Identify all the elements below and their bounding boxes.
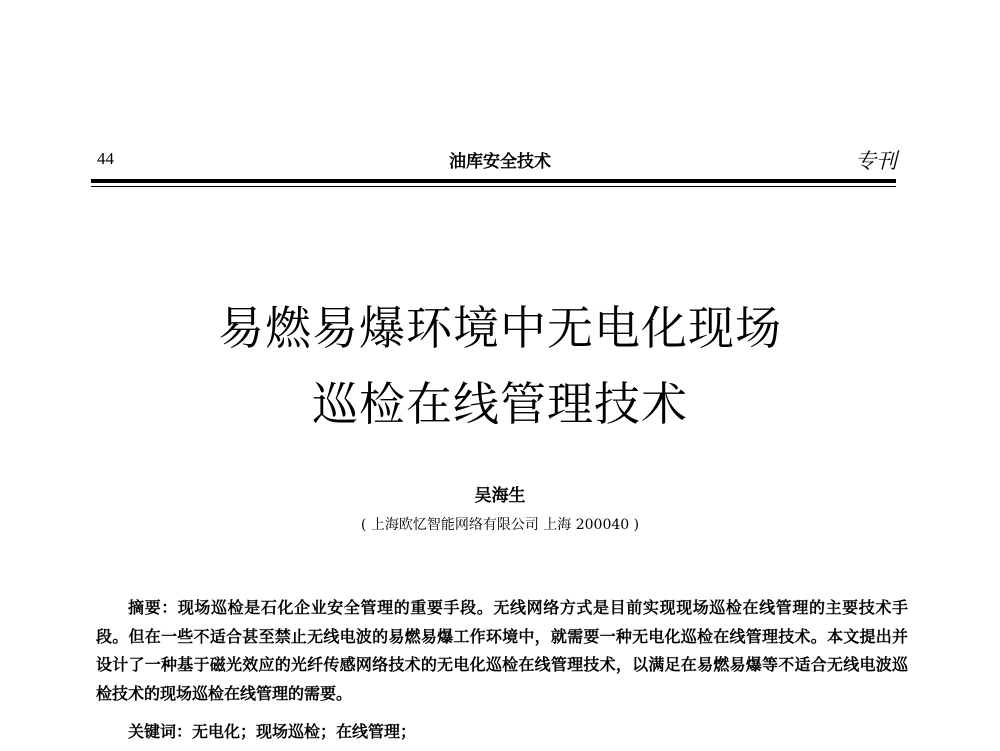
header-rule-thin (91, 186, 896, 187)
header-rule-thick (91, 179, 896, 183)
author-name: 吴海生 (474, 486, 526, 506)
journal-title: 油库安全技术 (449, 152, 551, 172)
paper-title-line-2: 巡检在线管理技术 (312, 377, 688, 431)
keywords (128, 719, 416, 742)
issue-tag: 专刊 (855, 149, 897, 173)
paper-title-line-1: 易燃易爆环境中无电化现场 (218, 301, 782, 355)
keywords-list: 无电化；现场巡检；在线管理； (192, 722, 417, 741)
abstract-text: 摘要：现场巡检是石化企业安全管理的重要手段。无线网络方式是目前实现现场巡检在线管理的主要技术手段。但在一些不适合甚至禁止无线电波的易燃易爆工作环境中，就需要一种无电化巡检在线管理技术。本文提出并设计了一种基于磁光效应的光纤传感网络技术的无电化巡检在线管理技术，以满足在易燃易爆等不适合无线电波巡检技术的现场巡检在线管理的需要。 (96, 598, 908, 703)
page-number: 44 (97, 149, 114, 168)
author-affiliation: ( 上海欧忆智能网络有限公司 上海 200040 ) (360, 517, 640, 533)
abstract (96, 594, 908, 708)
keywords-label: 关键词： (128, 722, 193, 741)
